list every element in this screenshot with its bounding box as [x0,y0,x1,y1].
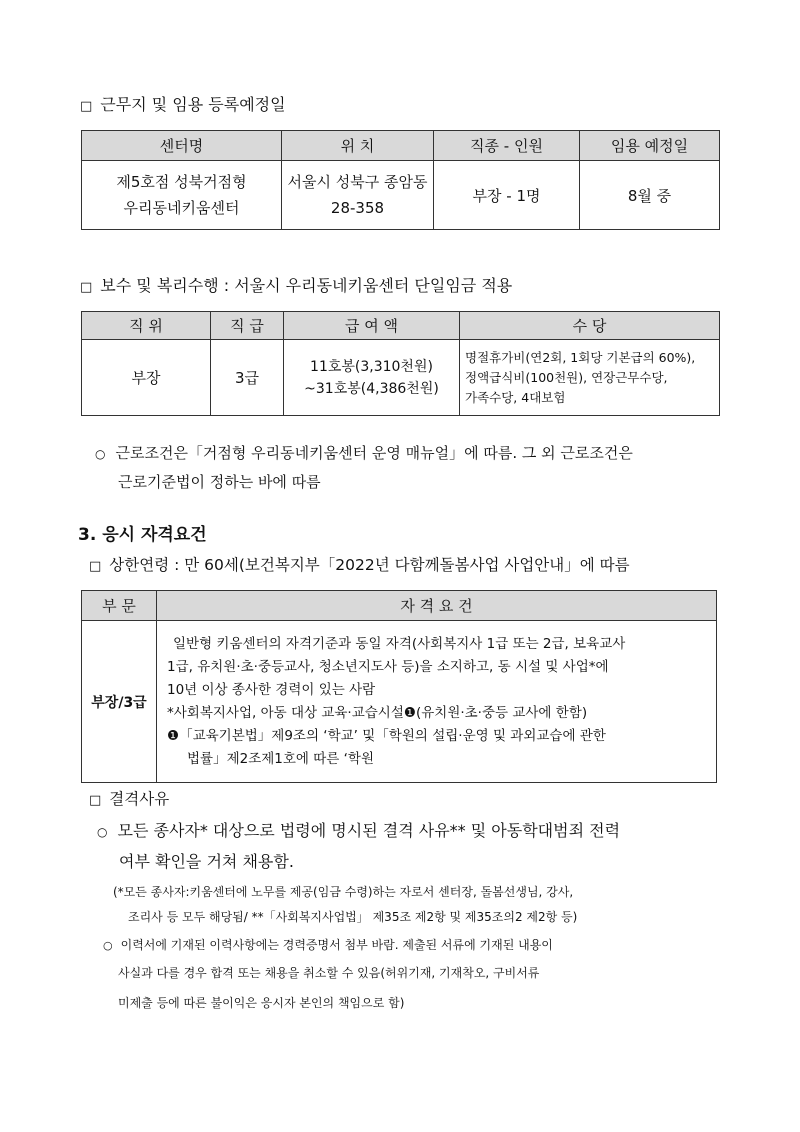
cell-position: 부장 [82,340,211,416]
allowance-line1: 명절휴가비(연2회, 1회당 기본급의 60%), [465,349,696,365]
header-grade: 직 급 [211,312,284,340]
cell-salary [284,340,460,416]
disqualification-bullet1-line1 [97,818,620,841]
pay-title-text: 보수 및 복리수행 : 서울시 우리동네키움센터 단일임금 적용 [100,276,513,295]
qualification-table [81,590,717,783]
requirement-line4: *사회복지사업, 아동 대상 교육·교습시설❶(유치원·초·중등 교사에 한함) [167,704,588,721]
square-bullet-icon: □ [89,793,102,808]
allowance-line3: 가족수당, 4대보험 [465,389,566,405]
pay-note-text1: 근로조건은「거점형 우리동네키움센터 운영 매뉴얼」에 따름. 그 외 근로조건은 [115,444,633,462]
header-center-name: 센터명 [82,131,282,161]
circle-bullet-icon: ○ [103,939,113,952]
header-salary: 급 여 액 [284,312,460,340]
cell-location [282,161,434,230]
qualification-header-row [82,591,717,621]
disqualification-bullet2-line2: 사실과 다를 경우 합격 또는 채용을 취소할 수 있음(허위기재, 기재착오, 구비서류 [118,966,540,980]
header-location: 위 치 [282,131,434,161]
workplace-section-title [80,92,286,115]
disqualification-bullet2-line3: 미제출 등에 따른 불이익은 응시자 본인의 책임으로 함) [118,996,405,1010]
header-position: 직 위 [82,312,211,340]
workplace-table [81,130,720,230]
circle-bullet-icon: ○ [95,447,106,461]
footnote-line2: 조리사 등 모두 해당됨/ **「사회복지사업법」 제35조 제2항 및 제35조의2 제2항 등) [128,910,578,924]
salary-line1: 11호봉(3,310천원) [310,358,433,375]
requirement-line6: 법률」제2조제1호에 따른 ‘학원 [187,750,375,767]
header-allowance: 수 당 [460,312,720,340]
header-job-count: 직종 - 인원 [434,131,580,161]
square-bullet-icon: □ [80,99,93,114]
cell-job: 부장 - 1명 [434,161,580,230]
qualification-heading: 3. 응시 자격요건 [78,525,207,545]
workplace-data-row [82,161,720,230]
footnote-line1: (*모든 종사자:키움센터에 노무를 제공(임금 수령)하는 자로서 센터장, 돌봄선생님, 강사, [113,885,574,899]
pay-data-row [82,340,720,416]
location-line2: 28-358 [330,199,385,217]
pay-note-line1 [95,442,633,463]
age-limit-text: 상한연령 : 만 60세(보건복지부「2022년 다함께돌봄사업 사업안내」에 따름 [109,556,630,574]
disqualification-bullet2-line1 [103,936,553,953]
center-name-line2: 우리동네키움센터 [123,199,240,217]
allowance-line2: 정액급식비(100천원), 연장근무수당, [465,369,668,385]
requirement-line3: 10년 이상 종사한 경력이 있는 사람 [167,681,376,698]
disqualification-title-text: 결격사유 [109,790,170,808]
age-limit-line [89,553,630,575]
disqualification-bullet1-line2: 여부 확인을 거쳐 채용함. [119,852,294,871]
cell-requirements [157,621,717,783]
workplace-title-text: 근무지 및 임용 등록예정일 [100,95,286,114]
location-line1: 서울시 성북구 종암동 [287,173,428,191]
header-appointment-date: 임용 예정일 [580,131,720,161]
cell-date: 8월 중 [580,161,720,230]
bullet2-text1: 이력서에 기재된 이력사항에는 경력증명서 첨부 바람. 제출된 서류에 기재된 내용이 [120,938,553,952]
pay-section-title [80,273,512,296]
cell-category: 부장/3급 [82,621,157,783]
circle-bullet-icon: ○ [97,825,108,839]
header-requirements: 자 격 요 건 [157,591,717,621]
center-name-line1: 제5호점 성북거점형 [116,173,247,191]
pay-table [81,311,720,416]
cell-center-name [82,161,282,230]
bullet1-text1: 모든 종사자* 대상으로 법령에 명시된 결격 사유** 및 아동학대범죄 전력 [117,821,621,840]
requirement-line5: ❶「교육기본법」제9조의 ‘학교’ 및「학원의 설립·운영 및 과외교습에 관한 [167,727,606,744]
workplace-header-row [82,131,720,161]
requirement-line1: 일반형 키움센터의 자격기준과 동일 자격(사회복지사 1급 또는 2급, 보육교사 [173,635,626,652]
salary-line2: ~31호봉(4,386천원) [304,380,439,397]
pay-note-line2: 근로기준법이 정하는 바에 따름 [118,473,321,491]
qualification-data-row [82,621,717,783]
disqualification-title [89,787,169,809]
header-category: 부 문 [82,591,157,621]
cell-allowance [460,340,720,416]
cell-grade: 3급 [211,340,284,416]
pay-header-row [82,312,720,340]
square-bullet-icon: □ [89,559,102,574]
requirement-line2: 1급, 유치원·초·중등교사, 청소년지도사 등)을 소지하고, 동 시설 및 사업*에 [167,658,609,675]
square-bullet-icon: □ [80,280,93,295]
